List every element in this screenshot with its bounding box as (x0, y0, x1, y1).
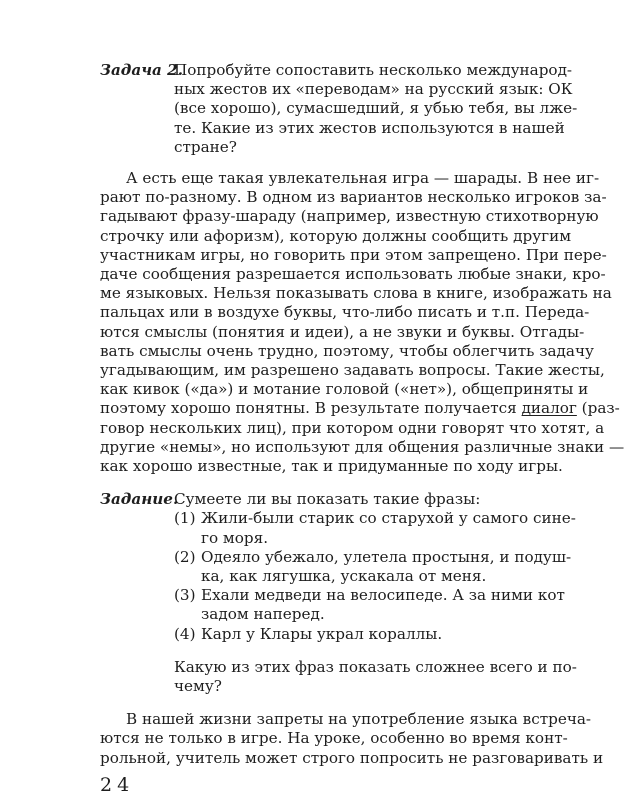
paragraph-line: даче сообщения разрешается использовать любые знаки, кро- (100, 265, 606, 283)
task-2-line: ных жестов их «переводам» на русский язык: ОК (174, 80, 573, 99)
item-line: Жили-были старик со старухой у самого сине- (201, 509, 576, 528)
assignment-label: Задание. (100, 490, 179, 509)
paragraph-line: ются не только в игре. На уроке, особенно во время конт- (100, 729, 568, 748)
item-line: Карл у Клары украл кораллы. (201, 624, 443, 643)
underlined-term-dialog: диалог (521, 399, 577, 418)
paragraph-line: ме языковых. Нельзя показывать слова в книге, изображать на (100, 284, 612, 303)
paragraph-line: строчку или афоризм), которую должны сообщить другим (100, 226, 572, 245)
paragraph-line: другие «немы», но используют для общения различные знаки — (100, 437, 624, 456)
paragraph-line (100, 398, 620, 419)
paragraph-line: А есть еще такая увлекательная игра — шарады. В нее иг- (126, 169, 600, 187)
item-number: (3) (174, 586, 196, 605)
paragraph-line-text: (раз- (576, 399, 620, 418)
item-line: Одеяло убежало, улетела простыня, и подуш- (201, 547, 572, 566)
task-2-line: стране? (174, 137, 237, 156)
assignment-intro: Сумеете ли вы показать такие фразы: (174, 490, 481, 509)
task-2-line: (все хорошо), сумасшедший, я убью тебя, вы лже- (174, 99, 578, 118)
item-number: (4) (174, 624, 196, 643)
paragraph-line: участникам игры, но говорить при этом запрещено. При пере- (100, 245, 607, 264)
paragraph-line: говор нескольких лиц), при котором одни говорят что хотят, а (100, 418, 605, 437)
item-number: (1) (174, 509, 196, 528)
paragraph-line: ются смыслы (понятия и идеи), а не звуки и буквы. Отгады- (100, 322, 585, 341)
paragraph-line: угадывающим, им разрешено задавать вопросы. Такие жесты, (100, 361, 605, 379)
task-2-line: те. Какие из этих жестов используются в нашей (174, 118, 565, 137)
paragraph-line: гадывают фразу-шараду (например, известную стихотворную (100, 207, 599, 226)
paragraph-line: рают по-разному. В одном из вариантов несколько игроков за- (100, 188, 607, 207)
paragraph-line: вать смыслы очень трудно, поэтому, чтобы облегчить задачу (100, 341, 594, 360)
paragraph-line: В нашей жизни запреты на употребление языка встреча- (126, 710, 592, 729)
paragraph-line: как хорошо известные, так и придуманные по ходу игры. (100, 457, 563, 475)
task-2-line: Попробуйте сопоставить несколько международ- (174, 61, 573, 79)
paragraph-line: как кивок («да») и мотание головой («нет»), общеприняты и (100, 380, 589, 399)
item-line: го моря. (201, 528, 269, 547)
paragraph-line: рольной, учитель может строго попросить не разговаривать и (100, 748, 604, 767)
item-line: ка, как лягушка, ускакала от меня. (201, 567, 487, 585)
page-number: 24 (100, 773, 135, 796)
question-line: чему? (174, 677, 222, 695)
item-line: Ехали медведи на велосипеде. А за ними кот (201, 586, 565, 605)
task-2-label: Задача 2. (100, 61, 184, 79)
item-number: (2) (174, 547, 196, 566)
question-line: Какую из этих фраз показать сложнее всего и по- (174, 657, 577, 676)
paragraph-line-text: поэтому хорошо понятны. В результате получается (100, 399, 517, 418)
paragraph-line: пальцах или в воздухе буквы, что-либо писать и т.п. Переда- (100, 303, 590, 322)
item-line: задом наперед. (201, 605, 325, 624)
